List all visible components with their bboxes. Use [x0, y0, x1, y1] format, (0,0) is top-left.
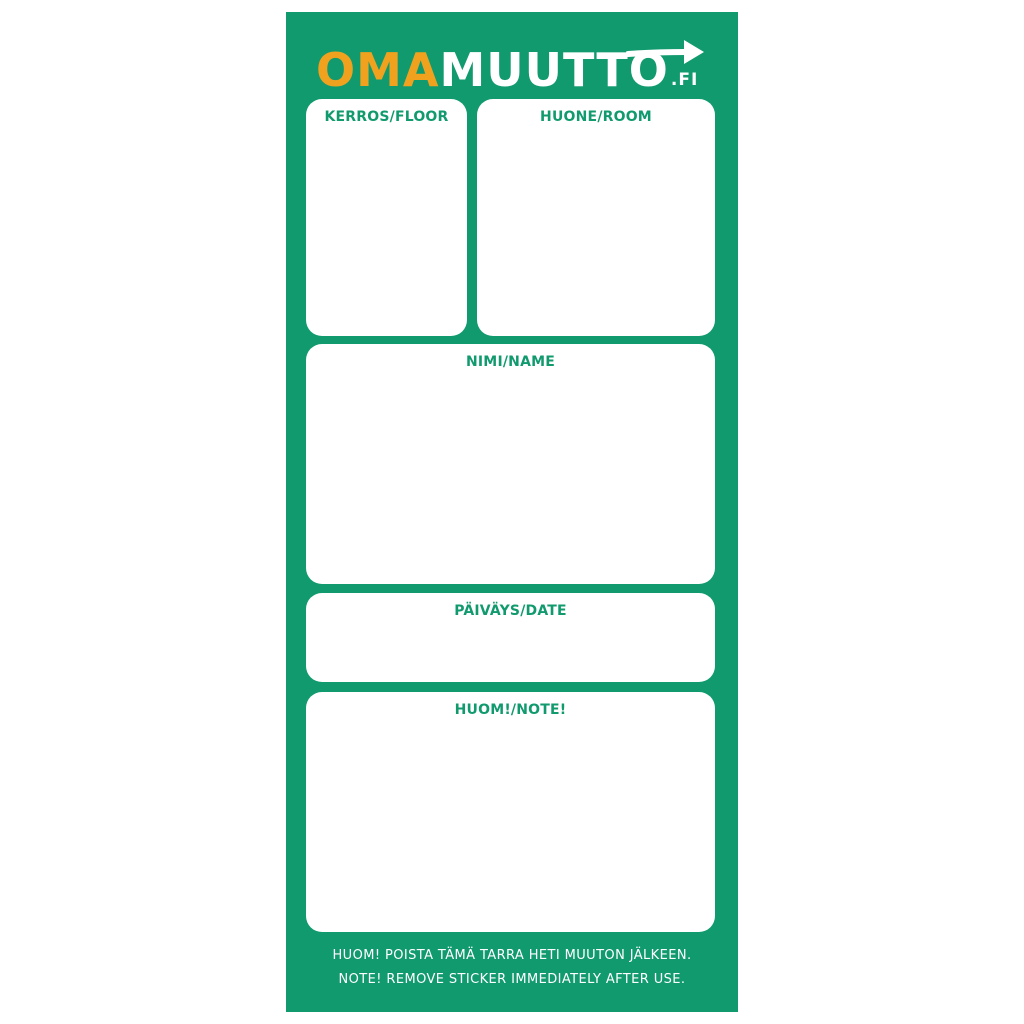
date-field[interactable] [306, 593, 715, 682]
room-label: HUONE/ROOM [540, 109, 652, 125]
note-label: HUOM!/NOTE! [454, 702, 567, 718]
logo-domain: .FI [670, 70, 699, 90]
room-field[interactable] [477, 99, 715, 336]
note-field[interactable] [306, 692, 715, 932]
floor-field[interactable] [306, 99, 467, 336]
date-label: PÄIVÄYS/DATE [454, 603, 567, 619]
footer-warning-en: NOTE! REMOVE STICKER IMMEDIATELY AFTER USE. [338, 972, 686, 987]
moving-sticker [286, 12, 738, 1012]
name-field[interactable] [306, 344, 715, 584]
logo-muutto: MUUTTO [439, 43, 669, 97]
floor-label: KERROS/FLOOR [324, 109, 449, 125]
logo-oma: OMA [316, 43, 440, 97]
footer-warning-fi: HUOM! POISTA TÄMÄ TARRA HETI MUUTON JÄLKEEN. [332, 948, 692, 963]
arrow-right-icon [626, 30, 706, 70]
name-label: NIMI/NAME [465, 354, 556, 370]
